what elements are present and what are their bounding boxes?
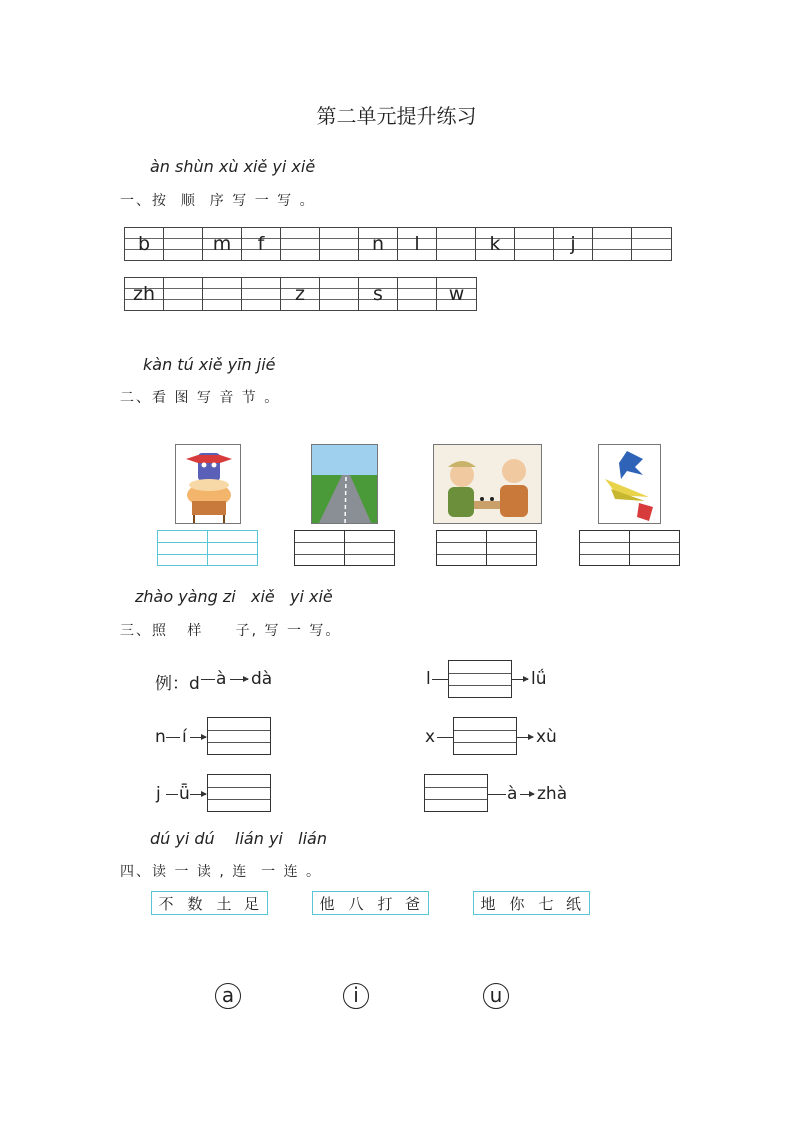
word-char: 不 <box>158 894 174 913</box>
word-group-2[interactable] <box>312 891 429 915</box>
alphabet-letter: k <box>489 233 501 255</box>
alphabet-cell[interactable] <box>359 228 398 260</box>
fill-box-5[interactable] <box>424 774 488 812</box>
alphabet-cell[interactable] <box>125 278 164 310</box>
word-char: 爸 <box>404 894 420 913</box>
word-char: 七 <box>538 894 554 913</box>
section3-question: 三、照 样 子, 写 一 写。 <box>120 623 342 639</box>
example-second: à <box>216 669 227 689</box>
alphabet-letter: b <box>137 233 151 255</box>
chef-doll-icon <box>175 444 241 524</box>
word-char: 纸 <box>565 894 581 913</box>
alphabet-cell[interactable] <box>281 278 320 310</box>
alphabet-letter: j <box>570 233 576 255</box>
example-result: dà <box>251 669 273 689</box>
vowel-a-circle[interactable]: a <box>215 983 241 1009</box>
alphabet-cell[interactable] <box>242 228 281 260</box>
alphabet-cell[interactable] <box>593 228 632 260</box>
arrow-icon <box>520 794 534 795</box>
arrow-icon <box>230 679 248 680</box>
alphabet-letter: n <box>371 233 385 255</box>
alphabet-letter: l <box>414 233 420 255</box>
alphabet-cell[interactable] <box>281 228 320 260</box>
alphabet-cell[interactable] <box>398 228 437 260</box>
word-char: 土 <box>216 894 232 913</box>
item2-second: í <box>182 727 187 747</box>
word-char: 他 <box>319 894 335 913</box>
road-icon <box>311 444 378 524</box>
section1-question: 一、按 顺 序 写 一 写 。 <box>120 193 316 209</box>
alphabet-row-2 <box>124 277 477 311</box>
example-label: 例：d <box>155 674 200 694</box>
word-group-3[interactable] <box>473 891 590 915</box>
connector-line <box>201 679 215 680</box>
item2-first: n <box>155 727 166 747</box>
alphabet-cell[interactable] <box>398 278 437 310</box>
alphabet-cell[interactable] <box>320 278 359 310</box>
paper-airplanes-icon <box>598 444 661 524</box>
alphabet-cell[interactable] <box>437 278 476 310</box>
alphabet-cell[interactable] <box>203 278 242 310</box>
item3-first: x <box>425 727 436 747</box>
connector-line <box>432 679 448 680</box>
alphabet-cell[interactable] <box>359 278 398 310</box>
arrow-icon <box>190 794 206 795</box>
alphabet-row-1 <box>124 227 672 261</box>
alphabet-cell[interactable] <box>476 228 515 260</box>
alphabet-cell[interactable] <box>164 228 203 260</box>
section4-question: 四、读 一 读 , 连 一 连 。 <box>120 864 323 880</box>
arrow-icon <box>517 737 533 738</box>
arrow-icon <box>190 737 206 738</box>
arrow-icon <box>512 679 528 680</box>
alphabet-cell[interactable] <box>554 228 593 260</box>
fill-box-2[interactable] <box>207 717 271 755</box>
fill-box-3[interactable] <box>453 717 517 755</box>
answer-box-1[interactable] <box>157 530 258 566</box>
answer-box-4[interactable] <box>579 530 680 566</box>
word-char: 八 <box>348 894 364 913</box>
section3-pinyin: zhào yàng zi xiě yi xiě <box>135 587 333 606</box>
section2-pinyin: kàn tú xiě yīn jié <box>143 355 276 374</box>
word-group-1[interactable] <box>151 891 268 915</box>
alphabet-cell[interactable] <box>203 228 242 260</box>
word-char: 你 <box>509 894 525 913</box>
connector-line <box>437 737 453 738</box>
section1-pinyin: àn shùn xù xiě yi xiě <box>150 157 316 176</box>
alphabet-cell[interactable] <box>320 228 359 260</box>
alphabet-cell[interactable] <box>632 228 671 260</box>
word-char: 足 <box>243 894 259 913</box>
item1-result: lǘ <box>531 669 547 689</box>
alphabet-letter: z <box>295 283 305 305</box>
item4-first: j <box>156 784 161 804</box>
item4-second: ǖ <box>179 784 190 804</box>
alphabet-letter: zh <box>132 283 155 305</box>
item1-first: l <box>426 669 431 689</box>
section2-question: 二、看 图 写 音 节 。 <box>120 390 281 406</box>
word-char: 打 <box>377 894 393 913</box>
vowel-i-circle[interactable]: i <box>343 983 369 1009</box>
connector-line <box>166 737 180 738</box>
answer-box-3[interactable] <box>436 530 537 566</box>
alphabet-cell[interactable] <box>437 228 476 260</box>
alphabet-cell[interactable] <box>125 228 164 260</box>
word-char: 数 <box>187 894 203 913</box>
word-char: 地 <box>480 894 496 913</box>
alphabet-letter: s <box>373 283 383 305</box>
page-title: 第二单元提升练习 <box>316 104 477 128</box>
answer-box-2[interactable] <box>294 530 395 566</box>
alphabet-cell[interactable] <box>164 278 203 310</box>
alphabet-letter: w <box>448 283 465 305</box>
vowel-u-circle[interactable]: u <box>483 983 509 1009</box>
item5-result: zhà <box>537 784 568 804</box>
item5-second: à <box>507 784 518 804</box>
alphabet-cell[interactable] <box>515 228 554 260</box>
connector-line <box>166 794 178 795</box>
section4-pinyin: dú yi dú lián yi lián <box>150 829 327 848</box>
fill-box-1[interactable] <box>448 660 512 698</box>
fill-box-4[interactable] <box>207 774 271 812</box>
item3-result: xù <box>536 727 557 747</box>
alphabet-letter: m <box>212 233 232 255</box>
connector-line <box>488 794 506 795</box>
alphabet-letter: f <box>257 233 265 255</box>
elders-chess-icon <box>433 444 542 524</box>
alphabet-cell[interactable] <box>242 278 281 310</box>
